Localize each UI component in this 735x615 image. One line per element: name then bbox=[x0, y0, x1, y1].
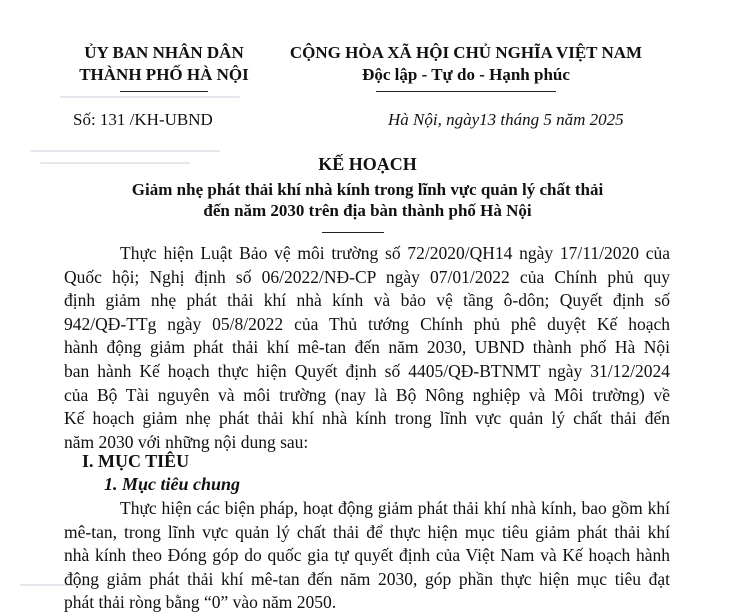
issuer-name-line2: THÀNH PHỐ HÀ NỘI bbox=[79, 65, 249, 84]
paragraph-line: của Bộ Tài nguyên và môi trường (nay là Bộ Nông nghiệp và Môi trường) về bbox=[64, 384, 670, 405]
paragraph-line: Thực hiện Luật Bảo vệ môi trường số 72/2020/QH14 ngày 17/11/2020 của bbox=[120, 243, 670, 263]
document-title: KẾ HOẠCH bbox=[318, 154, 417, 174]
document-number: Số: 131 /KH-UBND bbox=[73, 110, 213, 129]
paragraph-line: mê-tan, trong lĩnh vực quản lý chất thải để thực hiện mục tiêu giảm phát thải khí bbox=[64, 521, 670, 542]
subsection-heading: 1. Mục tiêu chung bbox=[104, 474, 241, 494]
national-title: CỘNG HÒA XÃ HỘI CHỦ NGHĨA VIỆT NAM bbox=[289, 43, 643, 62]
paragraph-line: nhà kính theo Đóng góp do quốc gia tự quyết định của Việt Nam và Kế hoạch hành bbox=[64, 545, 670, 566]
section-heading: I. MỤC TIÊU bbox=[82, 451, 190, 471]
title-underline bbox=[322, 232, 384, 233]
document-subtitle-line1: Giảm nhẹ phát thải khí nhà kính trong lĩnh vực quản lý chất thải bbox=[131, 180, 604, 199]
motto-underline bbox=[376, 91, 556, 92]
paragraph-line: năm 2030 với những nội dung sau: bbox=[64, 431, 309, 452]
paragraph-line: ban hành Kế hoạch thực hiện Quyết định số 4405/QĐ-BTNMT ngày 31/12/2024 bbox=[64, 360, 670, 381]
paragraph-line: động giảm phát thải khí mê-tan đến năm 2030, góp phần thực hiện mục tiêu đạt bbox=[64, 568, 670, 589]
paragraph-line: phát thải ròng bằng “0” vào năm 2050. bbox=[64, 592, 337, 613]
paragraph-line: Quốc hội; Nghị định số 06/2022/NĐ-CP ngày 07/01/2022 của Chính phủ quy bbox=[64, 266, 670, 287]
bleed-through-mark bbox=[60, 96, 240, 98]
paragraph-line: Thực hiện các biện pháp, hoạt động giảm phát thải khí nhà kính, bao gồm khí bbox=[120, 498, 670, 518]
paragraph-line: hành động giảm phát thải khí mê-tan đến năm 2030, UBND thành phố Hà Nội bbox=[64, 337, 670, 358]
document-subtitle-line2: đến năm 2030 trên địa bàn thành phố Hà Nội bbox=[203, 201, 532, 220]
paragraph-line: định giảm nhẹ phát thải khí nhà kính và bảo vệ tầng ô-dôn; Quyết định số bbox=[64, 290, 670, 311]
document-date: Hà Nội, ngày13 tháng 5 năm 2025 bbox=[388, 110, 624, 129]
paragraph-line: Kế hoạch giảm nhẹ phát thải khí nhà kính trong lĩnh vực quản lý chất thải đến bbox=[64, 408, 670, 429]
national-motto: Độc lập - Tự do - Hạnh phúc bbox=[362, 65, 570, 84]
intro-paragraph bbox=[64, 242, 670, 454]
issuer-name-line1: ỦY BAN NHÂN DÂN bbox=[84, 43, 244, 62]
general-goal-paragraph bbox=[64, 497, 670, 615]
issuer-underline bbox=[120, 91, 208, 92]
paragraph-line: 942/QĐ-TTg ngày 05/8/2022 của Thủ tướng Chính phủ phê duyệt Kế hoạch bbox=[64, 313, 670, 334]
bleed-through-mark bbox=[30, 150, 220, 152]
